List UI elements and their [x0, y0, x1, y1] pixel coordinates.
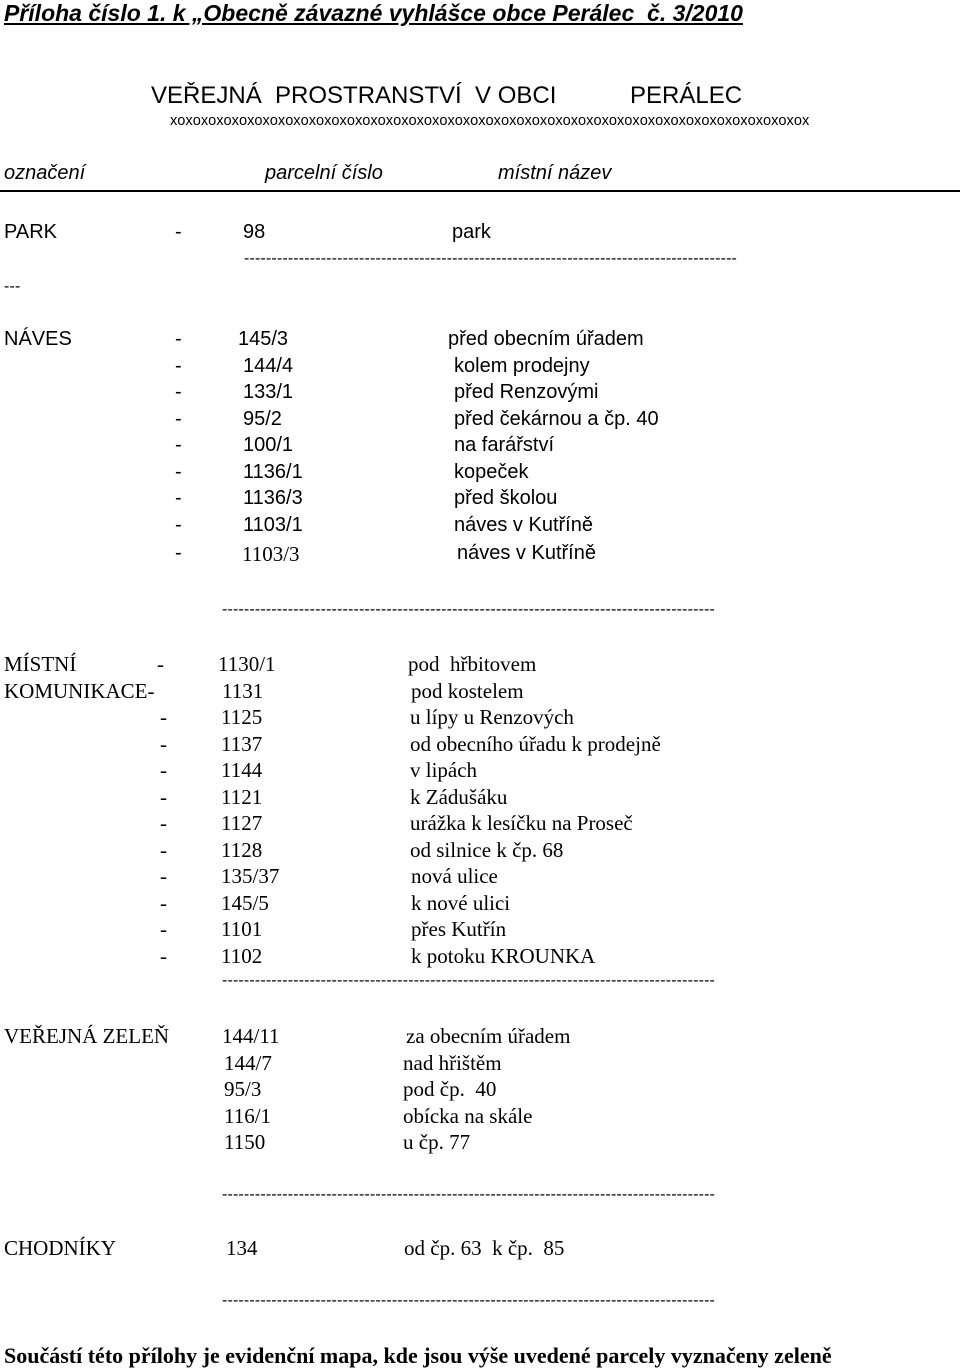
parcel-number: 144/4: [243, 355, 294, 377]
parcel-number: 145/3: [238, 328, 289, 350]
parcel-number: 95/3: [224, 1077, 262, 1101]
row-dash: -: [175, 514, 182, 536]
row-dash: -: [175, 434, 182, 456]
parcel-number: 1144: [221, 758, 263, 782]
column-heading-parcel: parcelní číslo: [265, 162, 383, 184]
local-name: u čp. 77: [403, 1130, 471, 1154]
local-name: pod čp. 40: [403, 1077, 497, 1101]
local-name: urážka k lesíčku na Proseč: [410, 811, 633, 835]
xo-separator: xoxoxoxoxoxoxoxoxoxoxoxoxoxoxoxoxoxoxoxoxoxoxoxoxoxoxoxoxoxoxoxoxoxoxoxoxoxoxoxoxox: [170, 113, 810, 129]
row-dash: -: [160, 811, 167, 835]
park-dash: -: [175, 221, 182, 243]
parcel-number: 1130/1: [218, 652, 276, 676]
park-separator-tail: ---: [4, 278, 21, 295]
greenery-label: VEŘEJNÁ ZELEŇ: [4, 1024, 170, 1048]
row-dash: -: [160, 732, 167, 756]
parcel-number: 1131: [222, 679, 264, 703]
document-title-village: PERÁLEC: [630, 82, 743, 109]
local-name: pod kostelem: [411, 679, 524, 703]
park-separator: ------------------------------------------------------------------------------------------: [244, 250, 738, 267]
row-dash: -: [160, 944, 167, 968]
row-dash: -: [160, 705, 167, 729]
local-name: před obecním úřadem: [448, 328, 644, 350]
row-dash: -: [175, 328, 182, 350]
sidewalks-label: CHODNÍKY: [4, 1236, 116, 1260]
row-dash: -: [160, 891, 167, 915]
local-name: náves v Kutříně: [454, 514, 593, 536]
park-name: park: [452, 221, 491, 243]
local-name: v lipách: [410, 758, 478, 782]
parcel-number: 1127: [221, 811, 263, 835]
row-dash: -: [175, 461, 182, 483]
local-name: u lípy u Renzových: [410, 705, 574, 729]
row-dash: -: [160, 785, 167, 809]
roads-label-line1: MÍSTNÍ: [4, 652, 77, 676]
local-name: kopeček: [454, 461, 529, 483]
local-name: k Zádušáku: [410, 785, 508, 809]
parcel-number: 133/1: [243, 381, 294, 403]
local-name: před čekárnou a čp. 40: [454, 408, 659, 430]
parcel-number: 144/7: [224, 1051, 272, 1075]
parcel-number: 1101: [221, 917, 263, 941]
parcel-number: 1103/1: [243, 514, 303, 536]
row-dash: -: [160, 758, 167, 782]
park-parcel: 98: [243, 221, 266, 243]
greenery-separator: ------------------------------------------------------------------------------------------: [222, 1186, 716, 1203]
parcel-number: 116/1: [224, 1104, 272, 1128]
parcel-number: 1137: [221, 732, 263, 756]
local-name: k nové ulici: [411, 891, 511, 915]
local-name: od silnice k čp. 68: [410, 838, 564, 862]
local-name: před Renzovými: [454, 381, 599, 403]
local-name: přes Kutřín: [411, 917, 507, 941]
local-name: za obecním úřadem: [406, 1024, 571, 1048]
local-name: na farářství: [454, 434, 555, 456]
parcel-number: 1150: [224, 1130, 266, 1154]
parcel-number: 135/37: [221, 864, 280, 888]
heading-underline: [0, 190, 960, 192]
local-name: nad hřištěm: [403, 1051, 502, 1075]
row-dash: -: [175, 381, 182, 403]
local-name: náves v Kutříně: [457, 542, 596, 564]
sidewalks-name: od čp. 63 k čp. 85: [404, 1236, 565, 1260]
row-dash: -: [175, 487, 182, 509]
local-name: obícka na skále: [403, 1104, 533, 1128]
local-name: pod hřbitovem: [408, 652, 537, 676]
parcel-number: 1125: [221, 705, 263, 729]
park-label: PARK: [4, 221, 57, 243]
footer-note: Součástí této přílohy je evidenční mapa, kde jsou výše uvedené parcely vyznačeny zeleně: [4, 1343, 832, 1368]
column-heading-designation: označení: [4, 162, 86, 184]
row-dash: -: [160, 838, 167, 862]
row-dash: -: [175, 542, 182, 564]
sidewalks-parcel: 134: [226, 1236, 258, 1260]
parcel-number: 1136/1: [243, 461, 303, 483]
parcel-number: 1136/3: [243, 487, 303, 509]
row-dash: -: [175, 355, 182, 377]
parcel-number: 1103/3: [242, 542, 300, 566]
parcel-number: 95/2: [243, 408, 282, 430]
row-dash: -: [160, 864, 167, 888]
naves-separator: ------------------------------------------------------------------------------------------: [222, 601, 716, 618]
parcel-number: 1128: [221, 838, 263, 862]
row-dash: -: [175, 408, 182, 430]
column-heading-name: místní název: [498, 162, 612, 184]
local-name: od obecního úřadu k prodejně: [410, 732, 661, 756]
row-dash: -: [160, 917, 167, 941]
roads-separator: ------------------------------------------------------------------------------------------: [222, 972, 716, 989]
local-name: nová ulice: [411, 864, 498, 888]
roads-label-line2: KOMUNIKACE-: [4, 679, 155, 703]
parcel-number: 100/1: [243, 434, 294, 456]
document-title: VEŘEJNÁ PROSTRANSTVÍ V OBCI: [151, 82, 557, 109]
parcel-number: 1102: [221, 944, 263, 968]
local-name: kolem prodejny: [454, 355, 590, 377]
naves-label: NÁVES: [4, 328, 72, 350]
local-name: k potoku KROUNKA: [411, 944, 596, 968]
parcel-number: 1121: [221, 785, 263, 809]
local-name: před školou: [454, 487, 558, 509]
annex-title: Příloha číslo 1. k „Obecně závazné vyhlášce obce Perálec č. 3/2010: [4, 0, 743, 26]
row-dash: -: [157, 652, 164, 676]
sidewalks-separator: ------------------------------------------------------------------------------------------: [222, 1292, 716, 1309]
parcel-number: 144/11: [222, 1024, 280, 1048]
parcel-number: 145/5: [221, 891, 269, 915]
